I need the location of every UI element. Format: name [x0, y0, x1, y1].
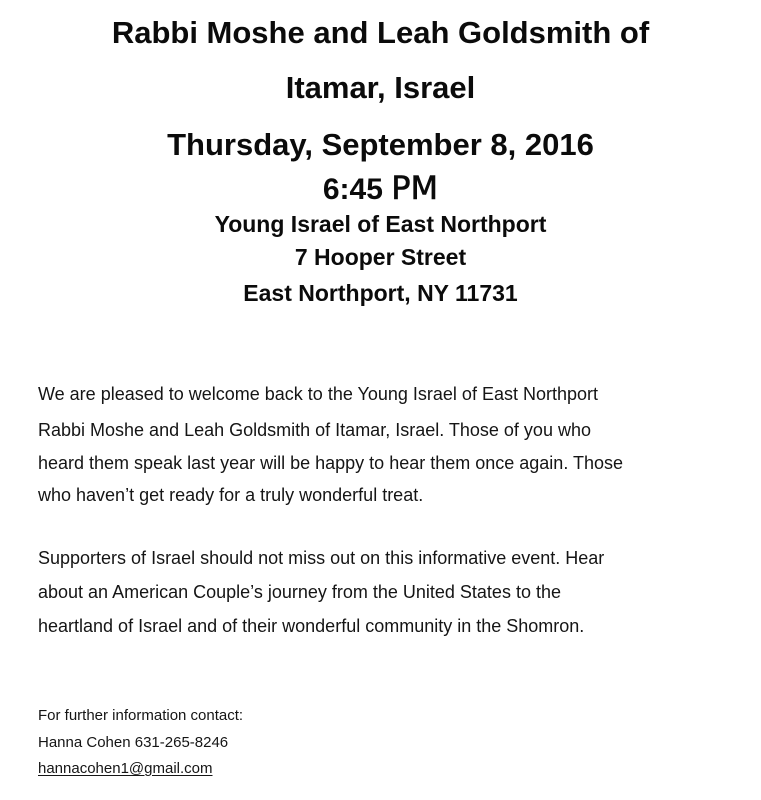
venue-city: East Northport, NY 11731: [243, 280, 518, 306]
venue-name: Young Israel of East Northport: [214, 211, 547, 237]
venue-street: 7 Hooper Street: [294, 244, 467, 270]
title-line-1: Rabbi Moshe and Leah Goldsmith of: [111, 15, 650, 50]
paragraph-1-line-1: We are pleased to welcome back to the Young Israel of East Northport: [38, 384, 598, 404]
event-time: [0, 168, 761, 210]
contact-intro: For further information contact:: [38, 707, 244, 724]
title-line-2: Itamar, Israel: [285, 70, 476, 105]
paragraph-2-line-2: about an American Couple’s journey from the United States to the: [38, 582, 561, 602]
paragraph-2-line-1: Supporters of Israel should not miss out on this informative event. Hear: [38, 548, 605, 568]
paragraph-1-line-2: Rabbi Moshe and Leah Goldsmith of Itamar, Israel. Those of you who: [38, 420, 591, 440]
event-time-suffix: PM: [391, 169, 439, 207]
event-date: Thursday, September 8, 2016: [167, 127, 594, 162]
contact-name-phone: Hanna Cohen 631-265-8246: [38, 734, 229, 751]
paragraph-1-line-4: who haven’t get ready for a truly wonderful treat.: [38, 485, 424, 505]
paragraph-2-line-3: heartland of Israel and of their wonderful community in the Shomron.: [38, 616, 585, 636]
event-time-digits: 6:45: [322, 173, 383, 206]
paragraph-1-line-3: heard them speak last year will be happy to hear them once again. Those: [38, 453, 624, 473]
contact-email-link[interactable]: hannacohen1@gmail.com: [38, 760, 213, 777]
